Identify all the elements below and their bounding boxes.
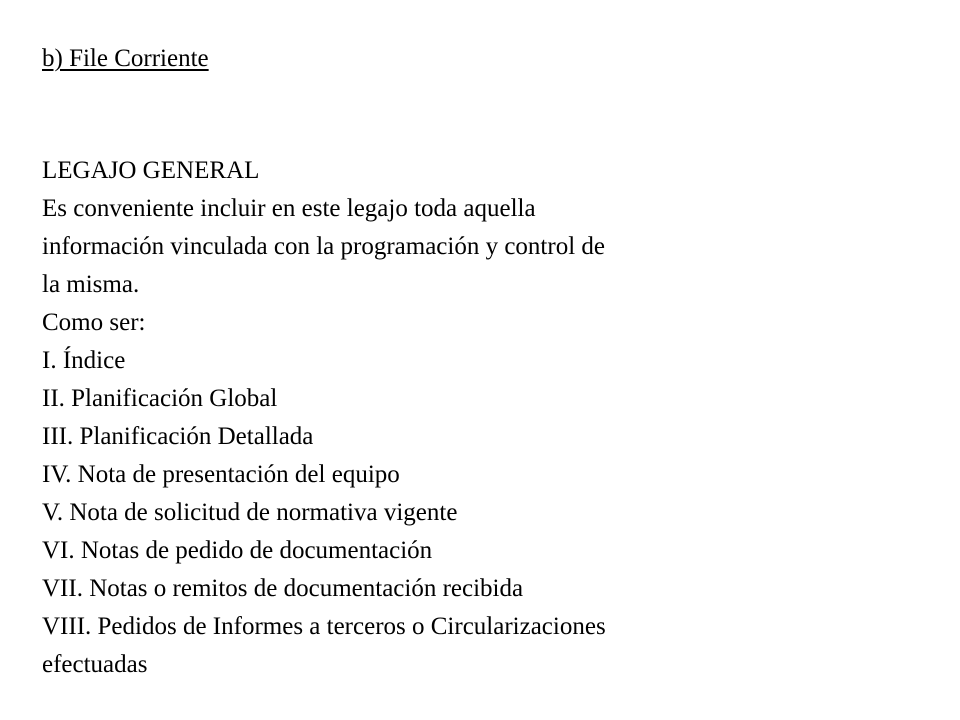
list-item: I. Índice — [42, 347, 126, 374]
paragraph-line: Es conveniente incluir en este legajo toda aquella — [42, 195, 536, 222]
section-title: LEGAJO GENERAL — [42, 157, 260, 184]
list-item: III. Planificación Detallada — [42, 423, 314, 450]
list-item: VII. Notas o remitos de documentación recibida — [42, 575, 524, 602]
list-item: VI. Notas de pedido de documentación — [42, 537, 433, 564]
section-heading: b) File Corriente — [42, 45, 209, 72]
paragraph-line: información vinculada con la programación y control de — [42, 233, 605, 260]
list-item: II. Planificación Global — [42, 385, 278, 412]
list-item: VIII. Pedidos de Informes a terceros o Circularizaciones — [42, 613, 606, 640]
list-item-continuation: efectuadas — [42, 651, 148, 678]
list-item: IV. Nota de presentación del equipo — [42, 461, 400, 488]
body-text — [42, 152, 802, 684]
paragraph-line: la misma. — [42, 271, 140, 298]
list-item: V. Nota de solicitud de normativa vigente — [42, 499, 458, 526]
list-intro: Como ser: — [42, 309, 146, 336]
